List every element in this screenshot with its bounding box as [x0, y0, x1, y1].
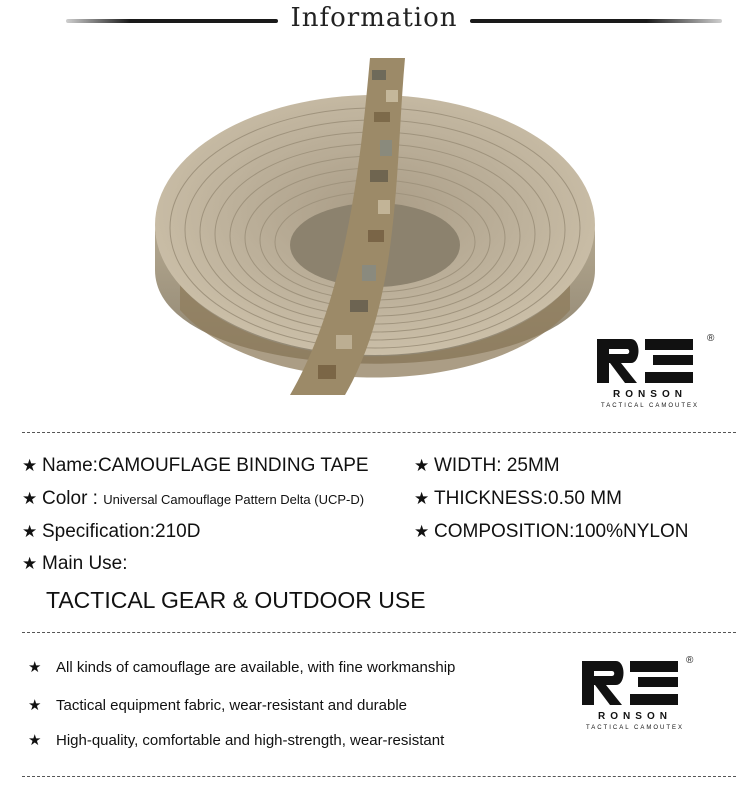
star-icon: ★: [414, 489, 430, 508]
feature-item: ★ Tactical equipment fabric, wear-resistant and durable: [28, 697, 408, 714]
star-icon: ★: [414, 522, 430, 541]
spec-name: ★ Name:CAMOUFLAGE BINDING TAPE: [22, 455, 369, 476]
header-line-right: [470, 19, 722, 23]
star-icon: ★: [22, 522, 38, 541]
star-icon: ★: [28, 732, 42, 749]
registered-mark: ®: [707, 333, 715, 344]
ronson-logo: [570, 655, 700, 731]
logo-tagline: TACTICAL CAMOUTEX: [600, 403, 699, 409]
header-line-left: [66, 19, 278, 23]
main-use-value: TACTICAL GEAR & OUTDOOR USE: [46, 587, 426, 613]
star-icon: ★: [28, 697, 42, 714]
logo-tagline: TACTICAL CAMOUTEX: [585, 725, 684, 731]
star-icon: ★: [22, 456, 38, 475]
product-image: [140, 50, 610, 420]
spec-thickness: ★ THICKNESS:0.50 MM: [414, 488, 622, 509]
ronson-logo-mark: [570, 655, 690, 707]
spec-color-value: Universal Camouflage Pattern Delta (UCP-D): [103, 492, 365, 507]
ronson-logo-mark: [585, 333, 705, 385]
divider: [22, 432, 736, 433]
divider: [22, 632, 736, 633]
section-header: [0, 0, 750, 40]
spec-specification: ★ Specification:210D: [22, 521, 201, 542]
spec-composition: ★ COMPOSITION:100%NYLON: [414, 521, 689, 542]
star-icon: ★: [414, 456, 430, 475]
spec-main-use: ★ Main Use:: [22, 553, 128, 574]
ronson-logo: [585, 333, 715, 409]
page-title: Information: [290, 3, 458, 33]
spec-color: ★ Color : Universal Camouflage Pattern Delta (UCP-D): [22, 488, 365, 509]
spec-width: ★ WIDTH: 25MM: [414, 455, 560, 476]
logo-wordmark: RONSON: [598, 711, 672, 722]
logo-wordmark: RONSON: [613, 389, 687, 400]
star-icon: ★: [28, 659, 42, 676]
feature-item: ★ High-quality, comfortable and high-strength, wear-resistant: [28, 732, 445, 749]
registered-mark: ®: [686, 655, 694, 666]
star-icon: ★: [22, 554, 38, 573]
divider: [22, 776, 736, 777]
feature-item: ★ All kinds of camouflage are available, with fine workmanship: [28, 659, 456, 676]
star-icon: ★: [22, 489, 38, 508]
